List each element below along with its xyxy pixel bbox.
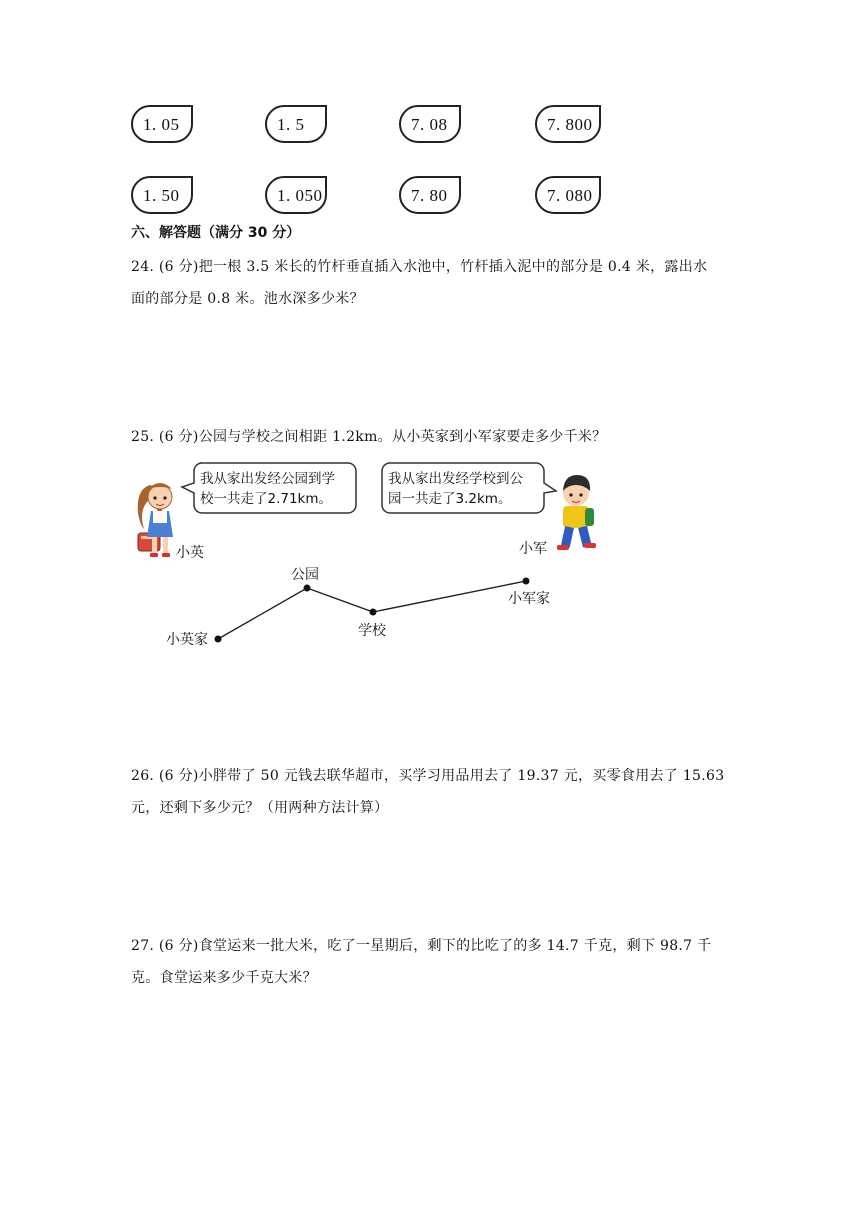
point-park	[304, 585, 311, 592]
boy-bubble-line1: 我从家出发经学校到公	[388, 471, 523, 487]
girl-bubble-line1: 我从家出发经公园到学	[200, 471, 335, 487]
label-park: 公园	[291, 567, 319, 583]
section-title: 六、解答题（满分 30 分）	[131, 225, 301, 241]
number-tag: 1. 50	[131, 176, 193, 214]
question-24-line1: 24. (6 分)把一根 3.5 米长的竹杆垂直插入水池中，竹杆插入泥中的部分是 0.4 米，露出水	[131, 259, 708, 275]
label-school: 学校	[358, 623, 386, 639]
boy-bubble-line2: 园一共走了3.2km。	[388, 491, 512, 507]
point-xiaoying-home	[215, 636, 222, 643]
question-26-line1: 26. (6 分)小胖带了 50 元钱去联华超市，买学习用品用去了 19.37 元，买零食用去了 15.63	[131, 768, 725, 784]
girl-name: 小英	[176, 545, 204, 561]
question-24-line2: 面的部分是 0.8 米。池水深多少米？	[131, 291, 364, 307]
girl-bubble-line2: 校一共走了2.71km。	[200, 491, 333, 507]
question-25	[131, 421, 731, 453]
question-25-line1: 25. (6 分)公园与学校之间相距 1.2km。从小英家到小军家要走多少千米？	[131, 429, 607, 445]
boy-name: 小军	[519, 541, 547, 557]
question-26	[131, 760, 731, 824]
number-tag: 7. 080	[535, 176, 601, 214]
question-27	[131, 930, 731, 994]
boy-illustration	[557, 475, 596, 550]
number-tag: 1. 05	[131, 105, 193, 143]
number-tag: 1. 5	[265, 105, 327, 143]
point-school	[370, 609, 377, 616]
number-tag: 7. 80	[399, 176, 461, 214]
route-figure	[0, 455, 860, 675]
number-tag: 1. 050	[265, 176, 327, 214]
girl-illustration	[138, 483, 173, 557]
question-27-line1: 27. (6 分)食堂运来一批大米，吃了一星期后，剩下的比吃了的多 14.7 千克，剩下 98.7 千	[131, 938, 712, 954]
label-xiaoying-home: 小英家	[166, 632, 208, 648]
label-xiaojun-home: 小军家	[508, 591, 550, 607]
number-tag: 7. 800	[535, 105, 601, 143]
question-27-line2: 克。食堂运来多少千克大米？	[131, 970, 317, 986]
number-tag: 7. 08	[399, 105, 461, 143]
point-xiaojun-home	[523, 578, 530, 585]
question-26-line2: 元，还剩下多少元？（用两种方法计算）	[131, 800, 389, 816]
question-24	[131, 251, 731, 315]
